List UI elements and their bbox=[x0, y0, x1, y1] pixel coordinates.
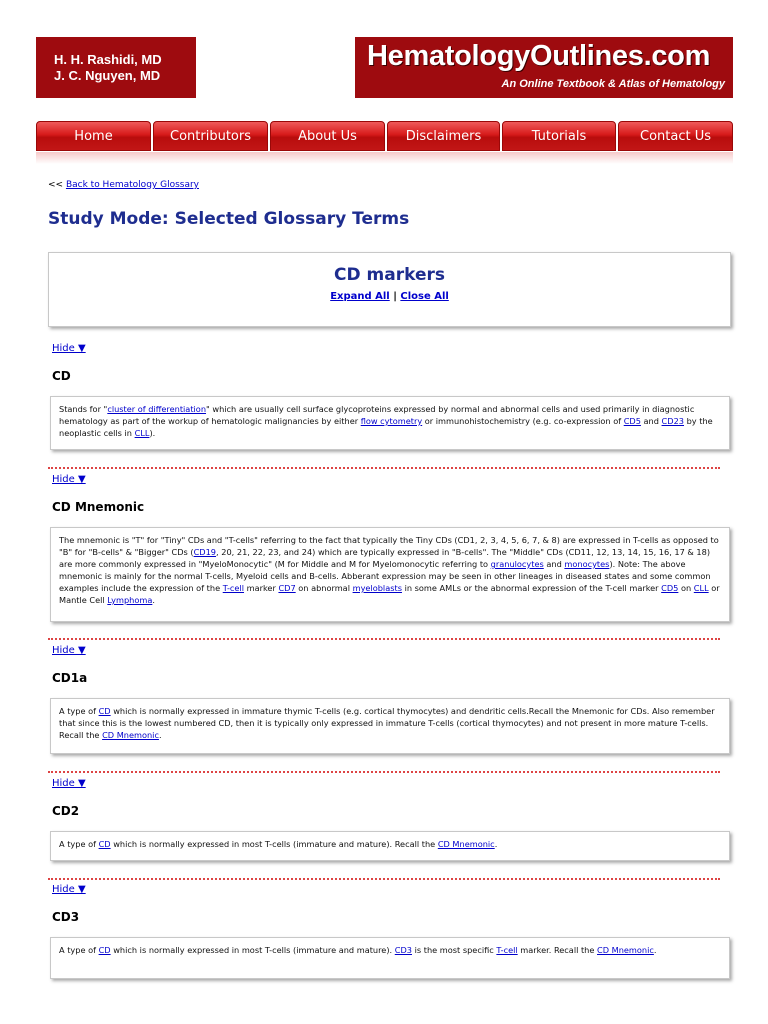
glossary-header-box bbox=[48, 252, 731, 327]
definition-link[interactable]: CLL bbox=[693, 583, 709, 593]
definition-text: marker bbox=[244, 583, 279, 593]
definition-link[interactable]: CD Mnemonic bbox=[102, 730, 159, 740]
definition-text: or Mantle Cell bbox=[59, 583, 720, 605]
term-definition bbox=[50, 527, 730, 622]
term-separator bbox=[48, 878, 720, 880]
definition-link[interactable]: CD bbox=[98, 839, 111, 849]
main-nav bbox=[36, 121, 733, 153]
author-1: H. H. Rashidi, MD bbox=[54, 52, 162, 67]
definition-link[interactable]: granulocytes bbox=[490, 559, 544, 569]
authors-banner bbox=[36, 37, 196, 98]
definition-link[interactable]: Lymphoma bbox=[107, 595, 153, 605]
definition-text: on abnormal bbox=[295, 583, 353, 593]
definition-text: in some AMLs or the abnormal expression of the T-cell marker bbox=[401, 583, 662, 593]
term-title: CD1a bbox=[52, 671, 88, 685]
term-separator bbox=[48, 771, 720, 773]
term-title: CD Mnemonic bbox=[52, 500, 145, 514]
definition-text: , 20, 21, 22, 23, and 24) which are typically expressed in "B-cells". The "Middle" CDs (CD11, 12, 13, 14, 15, 16, 17 & 18) are more commonly expressed in "MyeloMonocytic" (M for Middle and M for Myelomonocytic referring to bbox=[59, 547, 711, 569]
definition-text: . bbox=[158, 730, 162, 740]
expand-all-link[interactable]: Expand All bbox=[330, 291, 390, 302]
definition-text: A type of bbox=[59, 945, 99, 955]
definition-link[interactable]: monocytes bbox=[564, 559, 610, 569]
definition-link[interactable]: flow cytometry bbox=[360, 416, 423, 426]
definition-text: on bbox=[678, 583, 694, 593]
definition-link[interactable]: cluster of differentiation bbox=[107, 404, 207, 414]
definition-link[interactable]: myeloblasts bbox=[352, 583, 402, 593]
close-all-link[interactable]: Close All bbox=[400, 291, 449, 302]
hide-toggle[interactable]: Hide ▼ bbox=[52, 645, 86, 656]
definition-link[interactable]: CD19 bbox=[193, 547, 217, 557]
definition-text: is the most specific bbox=[411, 945, 497, 955]
definition-text: . bbox=[152, 595, 155, 605]
definition-link[interactable]: CD23 bbox=[661, 416, 684, 426]
nav-reflection bbox=[36, 152, 733, 164]
term-separator bbox=[48, 467, 720, 469]
hide-toggle[interactable]: Hide ▼ bbox=[52, 343, 86, 354]
definition-link[interactable]: T-cell bbox=[222, 583, 245, 593]
definition-link[interactable]: CD3 bbox=[394, 945, 412, 955]
definition-text: ). bbox=[149, 428, 156, 438]
author-2: J. C. Nguyen, MD bbox=[54, 68, 161, 83]
nav-about-us[interactable]: About Us bbox=[270, 121, 385, 151]
definition-text: which is normally expressed in immature thymic T-cells (e.g. cortical thymocytes) and dendritic cells.Recall the Mnemonic for CDs. Also remember that since this is the lowest numbered CD, then it is typically only expressed in immature T-cells (cortical thymocytes) and not present in more mature T-cells. Recall the bbox=[59, 706, 715, 740]
site-logo[interactable] bbox=[355, 37, 733, 98]
definition-text: marker. Recall the bbox=[517, 945, 598, 955]
definition-text: which is normally expressed in most T-cells (immature and mature). Recall the bbox=[110, 839, 438, 849]
definition-link[interactable]: CLL bbox=[134, 428, 150, 438]
term-definition bbox=[50, 831, 730, 861]
back-to-glossary-link[interactable]: Back to Hematology Glossary bbox=[65, 180, 199, 190]
hide-toggle[interactable]: Hide ▼ bbox=[52, 778, 86, 789]
definition-text: The mnemonic is "T" for "Tiny" CDs and "T-cells" referring to the fact that typically the Tiny CDs (CD1, 2, 3, 4, 5, 6, 7, & 8) are expressed in T-cells as opposed to "B" for "B-cells" & "Bigger" CDs ( bbox=[59, 535, 719, 557]
term-title: CD bbox=[52, 369, 71, 383]
definition-link[interactable]: T-cell bbox=[496, 945, 518, 955]
nav-contributors[interactable]: Contributors bbox=[153, 121, 268, 151]
back-nav bbox=[48, 180, 199, 190]
definition-text: A type of bbox=[59, 706, 99, 716]
nav-tutorials[interactable]: Tutorials bbox=[502, 121, 616, 151]
site-subtitle: An Online Textbook & Atlas of Hematology bbox=[501, 78, 725, 90]
definition-link[interactable]: CD7 bbox=[278, 583, 296, 593]
definition-link[interactable]: CD bbox=[98, 945, 111, 955]
definition-link[interactable]: CD5 bbox=[623, 416, 641, 426]
definition-text: A type of bbox=[59, 839, 99, 849]
definition-text: . bbox=[494, 839, 498, 849]
term-definition bbox=[50, 937, 730, 979]
page-title: Study Mode: Selected Glossary Terms bbox=[48, 209, 410, 229]
term-title: CD3 bbox=[52, 910, 80, 924]
term-separator bbox=[48, 638, 720, 640]
hide-toggle[interactable]: Hide ▼ bbox=[52, 884, 86, 895]
nav-disclaimers[interactable]: Disclaimers bbox=[387, 121, 500, 151]
glossary-title: CD markers bbox=[334, 265, 445, 285]
definition-text: and bbox=[640, 416, 662, 426]
definition-link[interactable]: CD Mnemonic bbox=[437, 839, 495, 849]
definition-link[interactable]: CD5 bbox=[661, 583, 679, 593]
definition-link[interactable]: CD bbox=[98, 706, 111, 716]
controls-separator: | bbox=[389, 291, 401, 302]
back-prefix: << bbox=[48, 180, 66, 190]
definition-link[interactable]: CD Mnemonic bbox=[597, 945, 654, 955]
term-definition bbox=[50, 396, 730, 450]
definition-text: ). Note: The above mnemonic is mainly for the normal T-cells, Myeloid cells and B-cells. Abberant expression may be seen in other lineages in diseased states and some common examples include the expression of the bbox=[59, 559, 711, 593]
definition-text: which is normally expressed in most T-cells (immature and mature). bbox=[110, 945, 395, 955]
definition-text: " which are usually cell surface glycoproteins expressed by normal and abnormal cells and used primarily in diagnostic hematology as part of the workup of hematologic malignancies by either bbox=[59, 404, 695, 426]
site-title: HematologyOutlines.com bbox=[367, 40, 711, 72]
definition-text: . bbox=[653, 945, 657, 955]
definition-text: or immunohistochemistry (e.g. co-expression of bbox=[422, 416, 624, 426]
term-definition bbox=[50, 698, 730, 754]
term-title: CD2 bbox=[52, 804, 80, 818]
nav-home[interactable]: Home bbox=[36, 121, 151, 151]
definition-text: and bbox=[543, 559, 565, 569]
definition-text: by the neoplastic cells in bbox=[59, 416, 713, 438]
hide-toggle[interactable]: Hide ▼ bbox=[52, 474, 86, 485]
nav-contact-us[interactable]: Contact Us bbox=[618, 121, 733, 151]
expand-close-controls bbox=[49, 291, 730, 302]
definition-text: Stands for " bbox=[59, 404, 108, 414]
